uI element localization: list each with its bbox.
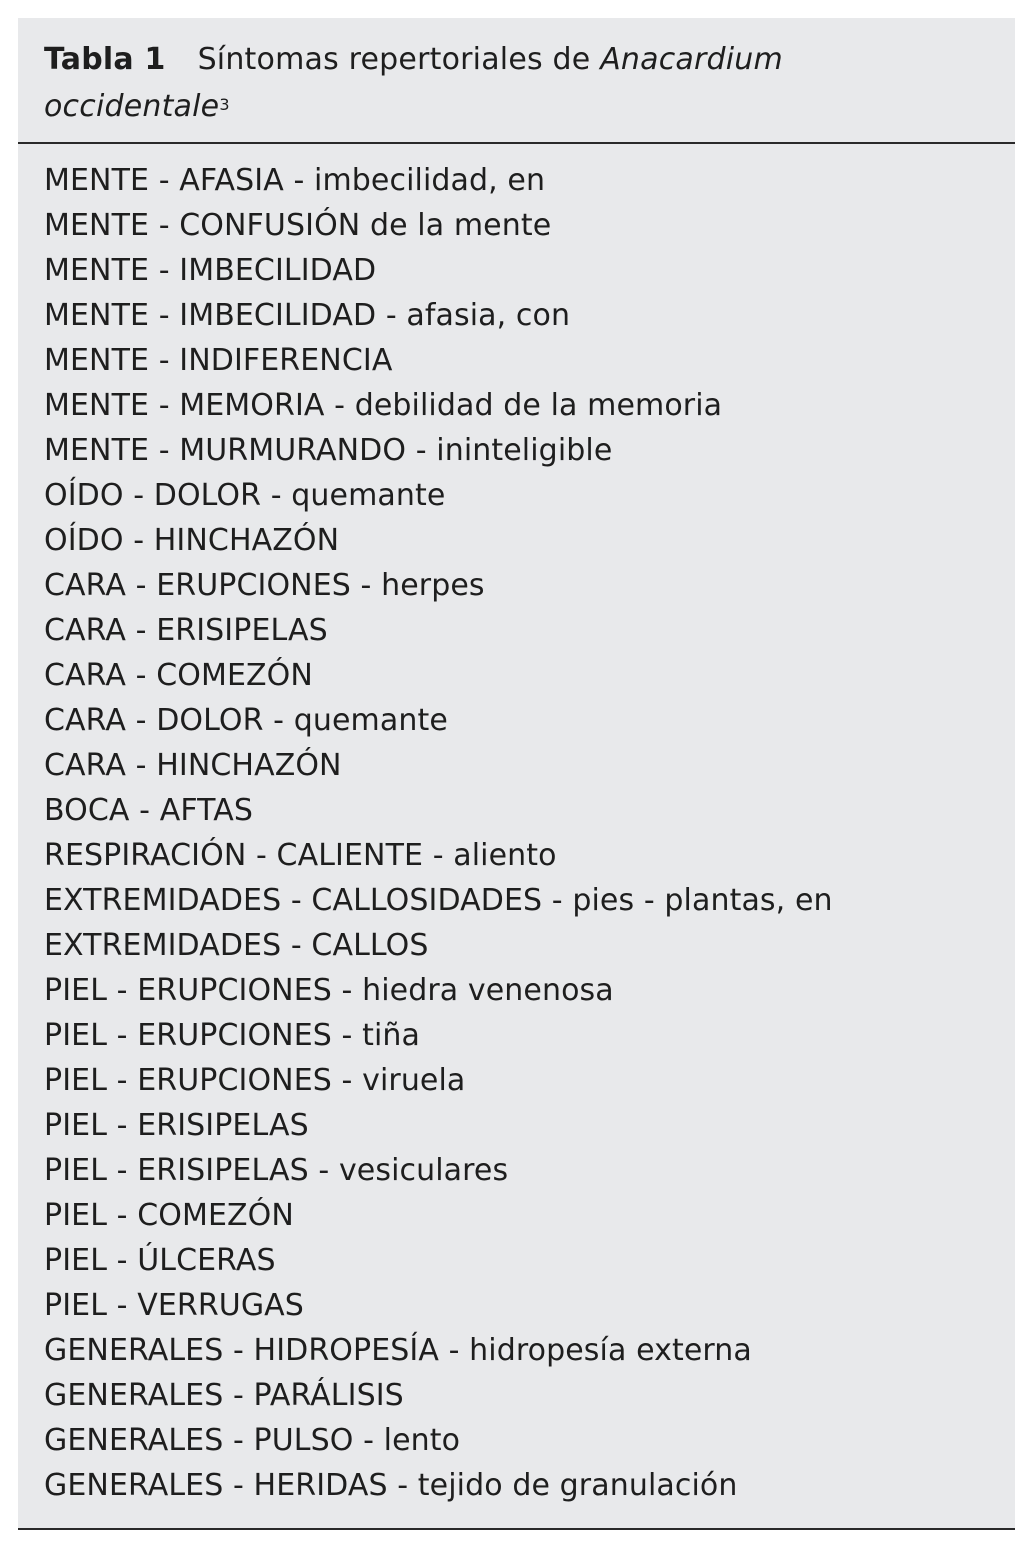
table-title-italic-1: Anacardium bbox=[600, 42, 783, 77]
table-row: MENTE - CONFUSIÓN de la mente bbox=[44, 208, 552, 243]
table-row: GENERALES - PARÁLISIS bbox=[44, 1378, 404, 1413]
table-title-plain: Síntomas repertoriales de bbox=[197, 42, 601, 77]
table-row: CARA - DOLOR - quemante bbox=[44, 703, 448, 738]
table-row: MENTE - INDIFERENCIA bbox=[44, 343, 393, 378]
table-row: PIEL - VERRUGAS bbox=[44, 1288, 304, 1323]
table-row: PIEL - ERISIPELAS bbox=[44, 1108, 309, 1143]
header-divider bbox=[18, 142, 1015, 144]
table-row: EXTREMIDADES - CALLOS bbox=[44, 928, 429, 963]
symptom-table bbox=[18, 18, 1015, 1530]
table-row: GENERALES - HERIDAS - tejido de granulación bbox=[44, 1468, 738, 1503]
table-label: Tabla 1 bbox=[44, 42, 166, 77]
table-row: OÍDO - DOLOR - quemante bbox=[44, 478, 446, 513]
table-row: EXTREMIDADES - CALLOSIDADES - pies - plantas, en bbox=[44, 883, 833, 918]
table-row: GENERALES - HIDROPESÍA - hidropesía externa bbox=[44, 1333, 752, 1368]
table-row: CARA - COMEZÓN bbox=[44, 658, 313, 693]
table-title-reference: 3 bbox=[219, 95, 230, 114]
table-row: OÍDO - HINCHAZÓN bbox=[44, 523, 340, 558]
table-row: MENTE - IMBECILIDAD - afasia, con bbox=[44, 298, 571, 333]
table-title-italic-2: occidentale bbox=[44, 89, 220, 124]
table-row: CARA - ERUPCIONES - herpes bbox=[44, 568, 485, 603]
symptom-list bbox=[44, 158, 833, 1508]
table-row: RESPIRACIÓN - CALIENTE - aliento bbox=[44, 838, 557, 873]
table-caption bbox=[44, 36, 984, 130]
table-row: PIEL - ÚLCERAS bbox=[44, 1243, 276, 1278]
table-row: PIEL - COMEZÓN bbox=[44, 1198, 294, 1233]
table-row: PIEL - ERUPCIONES - hiedra venenosa bbox=[44, 973, 614, 1008]
table-row: CARA - HINCHAZÓN bbox=[44, 748, 342, 783]
table-row: MENTE - IMBECILIDAD bbox=[44, 253, 377, 288]
table-row: PIEL - ERUPCIONES - tiña bbox=[44, 1018, 420, 1053]
table-row: BOCA - AFTAS bbox=[44, 793, 254, 828]
table-row: PIEL - ERUPCIONES - viruela bbox=[44, 1063, 466, 1098]
footer-divider bbox=[18, 1528, 1015, 1530]
table-row: CARA - ERISIPELAS bbox=[44, 613, 328, 648]
table-row: MENTE - MEMORIA - debilidad de la memoria bbox=[44, 388, 723, 423]
table-row: MENTE - MURMURANDO - ininteligible bbox=[44, 433, 613, 468]
table-row: PIEL - ERISIPELAS - vesiculares bbox=[44, 1153, 509, 1188]
table-row: MENTE - AFASIA - imbecilidad, en bbox=[44, 163, 546, 198]
table-row: GENERALES - PULSO - lento bbox=[44, 1423, 461, 1458]
